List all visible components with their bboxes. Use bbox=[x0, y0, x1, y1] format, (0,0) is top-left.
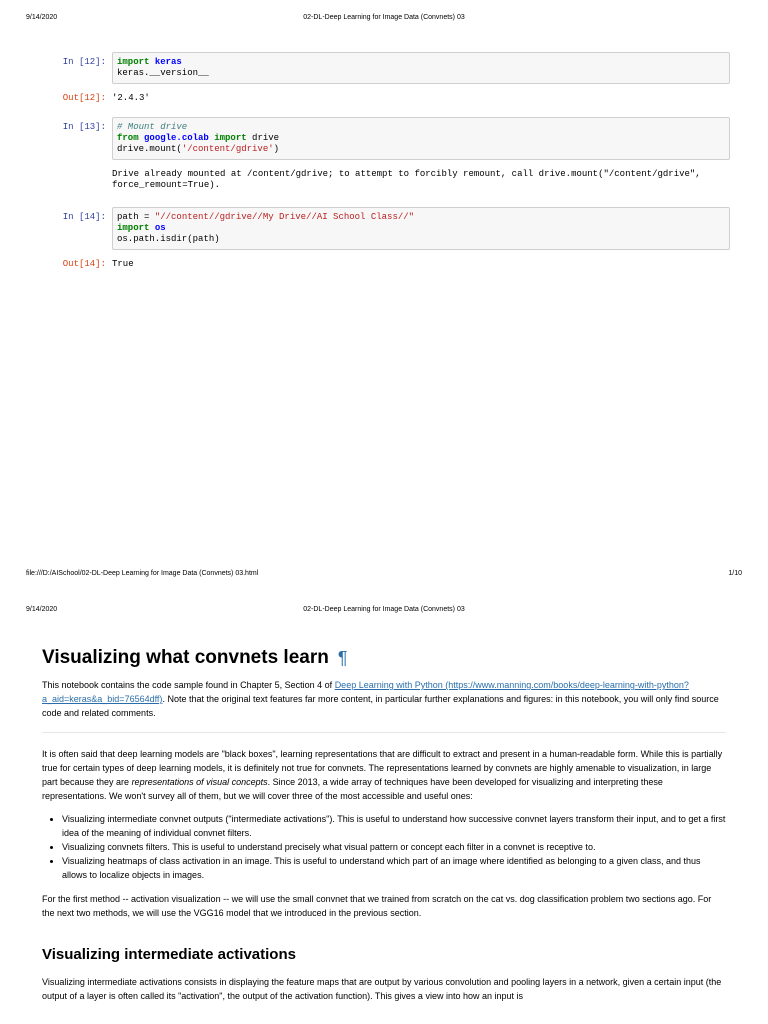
keyword: import bbox=[214, 133, 247, 143]
footer-page-number: 1/10 bbox=[728, 570, 742, 577]
input-prompt: In [12]: bbox=[62, 57, 106, 67]
output-text: '2.4.3' bbox=[112, 93, 150, 103]
technique-list bbox=[42, 812, 726, 882]
list-item: • Visualizing convnets filters. This is useful to understand precisely what visual pattern or concept each filter in a convnet is receptive to. bbox=[62, 840, 726, 854]
code-input[interactable] bbox=[112, 117, 730, 160]
code-text: ) bbox=[273, 144, 280, 154]
output-text: True bbox=[112, 259, 134, 269]
output-prompt: Out[14]: bbox=[62, 259, 106, 269]
output-prompt-empty bbox=[40, 164, 112, 191]
text: . Note that the original text features far more content, in particular further explanations and figures: in this notebook, you will only find source code and related comments. bbox=[42, 694, 719, 718]
header-title: 02-DL-Deep Learning for Image Data (Convnets) 03 bbox=[303, 14, 465, 21]
list-item: • Visualizing heatmaps of class activation in an image. This is useful to understand which part of an image where identified as belonging to a given class, and thus allows to localize objects in images. bbox=[62, 854, 726, 882]
keyword: import bbox=[117, 223, 150, 233]
output-cell-12 bbox=[40, 88, 730, 104]
string-literal: "//content//gdrive//My Drive//AI School Class//" bbox=[154, 212, 415, 222]
emphasis-text: representations of visual concepts bbox=[131, 777, 268, 787]
code-line: keras.__version__ bbox=[117, 68, 209, 78]
paragraph-methods: For the first method -- activation visualization -- we will use the small convnet that we trained from scratch on the cat vs. dog classification problem two sections ago. For the next two methods, we will use the VGG16 model that we introduced in the previous section. bbox=[42, 894, 712, 918]
book-link[interactable]: Deep Learning with Python (https://www.manning.com/books/deep-learning-with-python?a_aid=keras&a_bid=76564dff) bbox=[42, 680, 689, 704]
code-input[interactable] bbox=[112, 52, 730, 84]
code-text: drive.mount( bbox=[117, 144, 182, 154]
output-cell-14 bbox=[40, 254, 730, 270]
code-text: path = bbox=[117, 212, 155, 222]
code-input[interactable] bbox=[112, 207, 730, 250]
paragraph-activations: Visualizing intermediate activations consists in displaying the feature maps that are output by various convolution and pooling layers in a network, given a certain input (the output of a layer is often called its "activation", the output of the activation function). This gives a view into how an input is bbox=[42, 977, 722, 1001]
section-divider bbox=[42, 732, 726, 733]
subsection-heading: Visualizing intermediate activations bbox=[42, 946, 296, 963]
output-line: Drive already mounted at /content/gdrive; to attempt to forcibly remount, call drive.mount("/content/gdrive", bbox=[112, 169, 701, 179]
paragraph-black-boxes bbox=[42, 747, 726, 803]
intro-paragraph bbox=[42, 678, 726, 720]
text: This notebook contains the code sample found in Chapter 5, Section 4 of bbox=[42, 680, 335, 690]
page-header-2 bbox=[26, 606, 742, 613]
module-name: os bbox=[154, 223, 166, 233]
text: It is often said that deep learning models are "black boxes", learning representations that are difficult to extract and present in a human-readable form. While this is partially true for certain types of deep learning models, it is definitely not true for convnets. The representations learned by convnets are highly amenable to visualization, in large part because they are bbox=[42, 749, 723, 787]
markdown-section bbox=[42, 647, 726, 1003]
code-cell-13 bbox=[40, 117, 730, 160]
module-name: google.colab bbox=[144, 133, 209, 143]
output-text bbox=[112, 164, 730, 191]
string-literal: '/content/gdrive' bbox=[181, 144, 274, 154]
list-item: • Visualizing intermediate convnet outputs ("intermediate activations"). This is useful to understand how successive convnet layers transform their input, and to get a first idea of the meaning of individual convnet filters. bbox=[62, 812, 726, 840]
code-text: drive bbox=[252, 133, 280, 143]
page-footer bbox=[26, 570, 742, 577]
text: . Since 2013, a wide array of techniques have been developed for visualizing and interpreting these representations. We won't survey all of them, but we will cover three of the most accessible and useful ones: bbox=[42, 777, 663, 801]
output-line: force_remount=True). bbox=[112, 180, 221, 190]
output-prompt: Out[12]: bbox=[62, 93, 106, 103]
header-title: 02-DL-Deep Learning for Image Data (Convnets) 03 bbox=[303, 606, 465, 613]
output-cell-13 bbox=[40, 164, 730, 191]
anchor-link-icon[interactable]: ¶ bbox=[337, 648, 348, 668]
heading-text: Visualizing what convnets learn bbox=[42, 647, 329, 668]
code-cell-12 bbox=[40, 52, 730, 84]
keyword: from bbox=[117, 133, 139, 143]
code-line: os.path.isdir(path) bbox=[117, 234, 220, 244]
module-name: keras bbox=[154, 57, 182, 67]
code-cell-14 bbox=[40, 207, 730, 250]
header-date: 9/14/2020 bbox=[26, 14, 58, 21]
code-comment: # Mount drive bbox=[117, 122, 188, 132]
header-date: 9/14/2020 bbox=[26, 606, 58, 613]
keyword: import bbox=[117, 57, 150, 67]
input-prompt: In [13]: bbox=[62, 122, 106, 132]
section-heading bbox=[42, 647, 726, 669]
footer-file-path: file:///D:/AISchool/02-DL-Deep Learning for Image Data (Convnets) 03.html bbox=[26, 570, 259, 577]
input-prompt: In [14]: bbox=[62, 212, 106, 222]
page-header bbox=[26, 14, 742, 21]
